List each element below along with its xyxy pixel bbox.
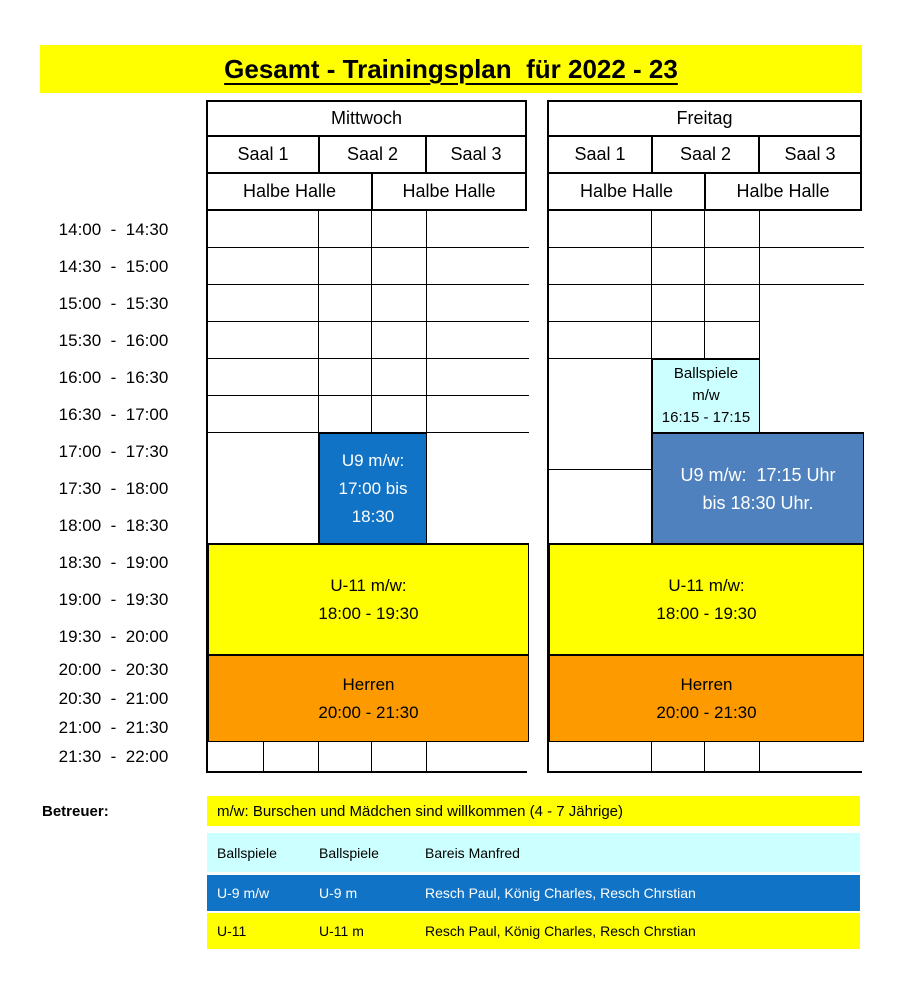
block-text: 18:00 - 19:30 [656, 603, 757, 623]
grid-cell [427, 322, 529, 359]
legend-text: U-11 [217, 923, 247, 939]
herren-training-block-freitag [549, 655, 864, 742]
block-text: U9 m/w: [341, 450, 405, 470]
legend-row-u9 [207, 875, 860, 911]
block-text: U-11 m/w: [330, 575, 407, 595]
grid-cell [319, 285, 372, 322]
grid-cell [549, 470, 652, 544]
freitag-day-label: Freitag [549, 102, 860, 137]
time-slot-label: 17:00 - 17:30 [58, 441, 169, 461]
grid-cell [549, 211, 652, 248]
grid-cell [319, 211, 372, 248]
halbe-halle-label: Halbe Halle [371, 174, 525, 209]
time-slot-label: 18:00 - 18:30 [58, 515, 169, 535]
block-text: 16:15 - 17:15 [661, 409, 751, 426]
grid-cell [372, 742, 427, 771]
legend-text: Bareis Manfred [425, 844, 520, 861]
saal-2-label: Saal 2 [651, 137, 758, 172]
grid-cell [760, 742, 864, 771]
time-slot-label: 20:30 - 21:00 [58, 688, 169, 708]
block-text: 18:00 - 19:30 [318, 603, 419, 623]
block-text: m/w [692, 387, 720, 404]
grid-cell [652, 285, 705, 322]
time-slot-label: 14:30 - 15:00 [58, 256, 169, 276]
mittwoch-halbe-row [208, 174, 525, 209]
grid-cell [319, 359, 372, 396]
grid-cell [427, 359, 529, 396]
grid-cell [549, 248, 652, 285]
halbe-halle-label: Halbe Halle [579, 181, 674, 201]
grid-cell [705, 742, 760, 771]
mittwoch-grid [206, 209, 527, 773]
legend-text: m/w: Burschen und Mädchen sind willkommen (4 - 7 Jährige) [217, 802, 624, 820]
halbe-halle-label: Halbe Halle [242, 181, 337, 201]
mittwoch-day-label: Mittwoch [208, 102, 525, 137]
title-bar [40, 45, 862, 93]
freitag-saal-row [549, 137, 860, 174]
grid-cell [652, 211, 705, 248]
grid-cell [705, 322, 760, 359]
legend-row-u11 [207, 913, 860, 949]
grid-cell [208, 285, 319, 322]
betreuer-label: Betreuer: [42, 802, 109, 820]
grid-cell [372, 211, 427, 248]
legend-text: Ballspiele [319, 844, 379, 861]
time-slot-label: 16:30 - 17:00 [58, 404, 169, 424]
grid-cell [705, 248, 760, 285]
time-slot-label: 19:00 - 19:30 [58, 589, 169, 609]
freitag-grid [547, 209, 862, 773]
saal-1-label: Saal 1 [574, 144, 626, 164]
legend-text: U-9 m/w [217, 885, 270, 901]
block-text: Ballspiele [673, 365, 739, 382]
block-text: 20:00 - 21:30 [318, 702, 419, 722]
time-slot-label: 19:30 - 20:00 [58, 626, 169, 646]
mittwoch-header [206, 100, 527, 211]
grid-cell [549, 359, 652, 470]
block-text: Herren [342, 674, 395, 694]
time-slot-label: 16:00 - 16:30 [58, 367, 169, 387]
grid-cell [208, 433, 319, 544]
block-text: 20:00 - 21:30 [656, 702, 757, 722]
saal-2-label: Saal 2 [318, 137, 425, 172]
legend-text: U-11 m [319, 923, 364, 939]
legend-row-mw-info [207, 796, 860, 826]
grid-cell [705, 285, 760, 322]
grid-cell [208, 211, 319, 248]
block-text: Herren [680, 674, 733, 694]
legend-text: Ballspiele [217, 844, 277, 861]
time-slot-label: 15:00 - 15:30 [58, 293, 169, 313]
legend-text: U-9 m [319, 885, 358, 901]
mittwoch-saal-row [208, 137, 525, 174]
block-text: U-11 m/w: [668, 575, 745, 595]
herren-training-block-mittwoch [208, 655, 529, 742]
time-slot-label: 15:30 - 16:00 [58, 330, 169, 350]
grid-cell [427, 211, 529, 248]
u9-training-block-freitag [652, 433, 864, 544]
saal-3-label: Saal 3 [758, 137, 860, 172]
grid-cell [319, 396, 372, 433]
u11-training-block-mittwoch [208, 544, 529, 655]
grid-cell [372, 248, 427, 285]
legend-text: Resch Paul, König Charles, Resch Chrstian [425, 923, 696, 939]
grid-cell [427, 433, 529, 544]
grid-cell [652, 742, 705, 771]
legend-text: Resch Paul, König Charles, Resch Chrstian [425, 885, 696, 901]
grid-cell [208, 322, 319, 359]
grid-cell [427, 742, 529, 771]
grid-cell [372, 396, 427, 433]
page-title: Gesamt - Trainingsplan für 2022 - 23 [224, 53, 678, 84]
grid-cell [652, 248, 705, 285]
time-slot-label: 17:30 - 18:00 [58, 478, 169, 498]
grid-cell [427, 285, 529, 322]
grid-cell [208, 742, 264, 771]
grid-cell [372, 322, 427, 359]
grid-cell [549, 322, 652, 359]
freitag-halbe-row [549, 174, 860, 209]
grid-cell [705, 211, 760, 248]
time-slot-label: 21:00 - 21:30 [58, 717, 169, 737]
grid-cell [319, 322, 372, 359]
grid-cell [652, 322, 705, 359]
ballspiele-block-freitag [652, 359, 760, 433]
grid-cell [208, 359, 319, 396]
u11-training-block-freitag [549, 544, 864, 655]
block-text: U9 m/w: 17:15 Uhr [680, 464, 836, 485]
block-text: bis 18:30 Uhr. [702, 492, 814, 513]
saal-1-label: Saal 1 [237, 144, 289, 164]
freitag-header [547, 100, 862, 211]
grid-cell [549, 285, 652, 322]
grid-cell [372, 285, 427, 322]
grid-cell [319, 248, 372, 285]
grid-cell [427, 396, 529, 433]
u9-training-block-mittwoch [319, 433, 427, 544]
grid-cell [319, 742, 372, 771]
legend-row-ballspiele [207, 833, 860, 872]
grid-cell [208, 248, 319, 285]
time-slot-label: 14:00 - 14:30 [58, 219, 169, 239]
grid-cell [427, 248, 529, 285]
saal-3-label: Saal 3 [425, 137, 525, 172]
grid-cell [760, 211, 864, 248]
grid-cell [760, 285, 864, 433]
halbe-halle-label: Halbe Halle [704, 174, 860, 209]
block-text: 17:00 bis [338, 478, 408, 498]
block-text: 18:30 [351, 506, 395, 526]
grid-cell [760, 248, 864, 285]
grid-cell [264, 742, 319, 771]
time-slot-label: 18:30 - 19:00 [58, 552, 169, 572]
time-slot-label: 20:00 - 20:30 [58, 659, 169, 679]
grid-cell [372, 359, 427, 396]
grid-cell [549, 742, 652, 771]
grid-cell [208, 396, 319, 433]
time-slot-label: 21:30 - 22:00 [58, 746, 169, 766]
